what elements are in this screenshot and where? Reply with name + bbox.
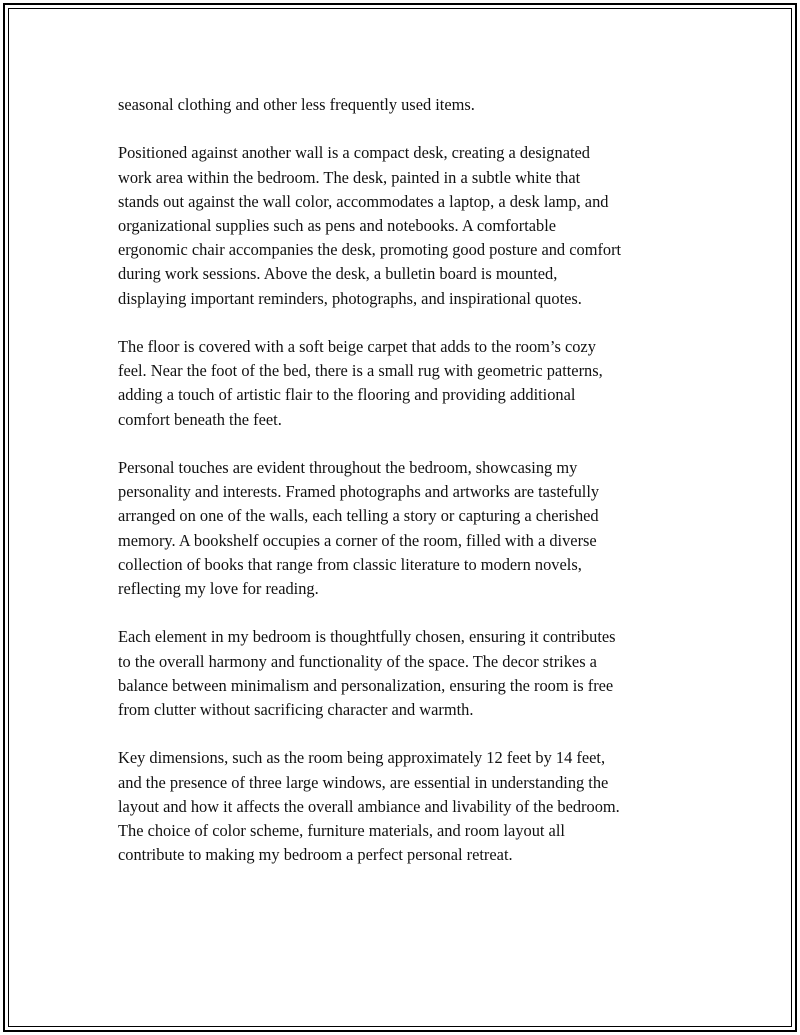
- paragraph: [118, 93, 708, 117]
- text-line: contribute to making my bedroom a perfect personal retreat.: [118, 845, 513, 865]
- paragraph: [118, 625, 708, 722]
- text-line: reflecting my love for reading.: [118, 579, 319, 599]
- text-line: ergonomic chair accompanies the desk, promoting good posture and comfort: [118, 240, 622, 260]
- text-line: stands out against the wall color, accommodates a laptop, a desk lamp, and: [118, 191, 609, 211]
- text-line: The floor is covered with a soft beige carpet that adds to the room’s cozy: [118, 337, 596, 356]
- text-line: layout and how it affects the overall ambiance and livability of the bedroom.: [118, 796, 620, 816]
- text-line: and the presence of three large windows, are essential in understanding the: [118, 772, 609, 792]
- text-line: seasonal clothing and other less frequently used items.: [118, 95, 475, 114]
- text-line: Each element in my bedroom is thoughtfully chosen, ensuring it contributes: [118, 627, 616, 647]
- text-line: Positioned against another wall is a compact desk, creating a designated: [118, 143, 590, 163]
- paragraph: [118, 456, 708, 601]
- text-line: during work sessions. Above the desk, a bulletin board is mounted,: [118, 264, 558, 284]
- text-line: balance between minimalism and personalization, ensuring the room is free: [118, 675, 614, 695]
- text-line: The choice of color scheme, furniture materials, and room layout all: [118, 821, 565, 841]
- paragraph: [118, 335, 708, 432]
- text-line: memory. A bookshelf occupies a corner of the room, filled with a diverse: [118, 530, 597, 550]
- text-line: to the overall harmony and functionality of the space. The decor strikes a: [118, 651, 597, 671]
- text-line: comfort beneath the feet.: [118, 409, 282, 429]
- paragraph: [118, 141, 708, 310]
- text-line: Key dimensions, such as the room being approximately 12 feet by 14 feet,: [118, 748, 606, 768]
- text-line: from clutter without sacrificing character and warmth.: [118, 700, 474, 720]
- paragraph: [118, 746, 708, 867]
- text-line: organizational supplies such as pens and notebooks. A comfortable: [118, 216, 557, 235]
- text-line: Personal touches are evident throughout the bedroom, showcasing my: [118, 458, 578, 477]
- text-line: arranged on one of the walls, each telling a story or capturing a cherished: [118, 506, 599, 526]
- text-line: work area within the bedroom. The desk, painted in a subtle white that: [118, 167, 581, 187]
- text-line: personality and interests. Framed photographs and artworks are tastefully: [118, 482, 600, 502]
- text-line: displaying important reminders, photographs, and inspirational quotes.: [118, 288, 582, 308]
- text-line: feel. Near the foot of the bed, there is a small rug with geometric patterns,: [118, 361, 603, 381]
- document-body: [118, 93, 708, 867]
- text-line: collection of books that range from classic literature to modern novels,: [118, 554, 582, 574]
- text-line: adding a touch of artistic flair to the flooring and providing additional: [118, 385, 576, 405]
